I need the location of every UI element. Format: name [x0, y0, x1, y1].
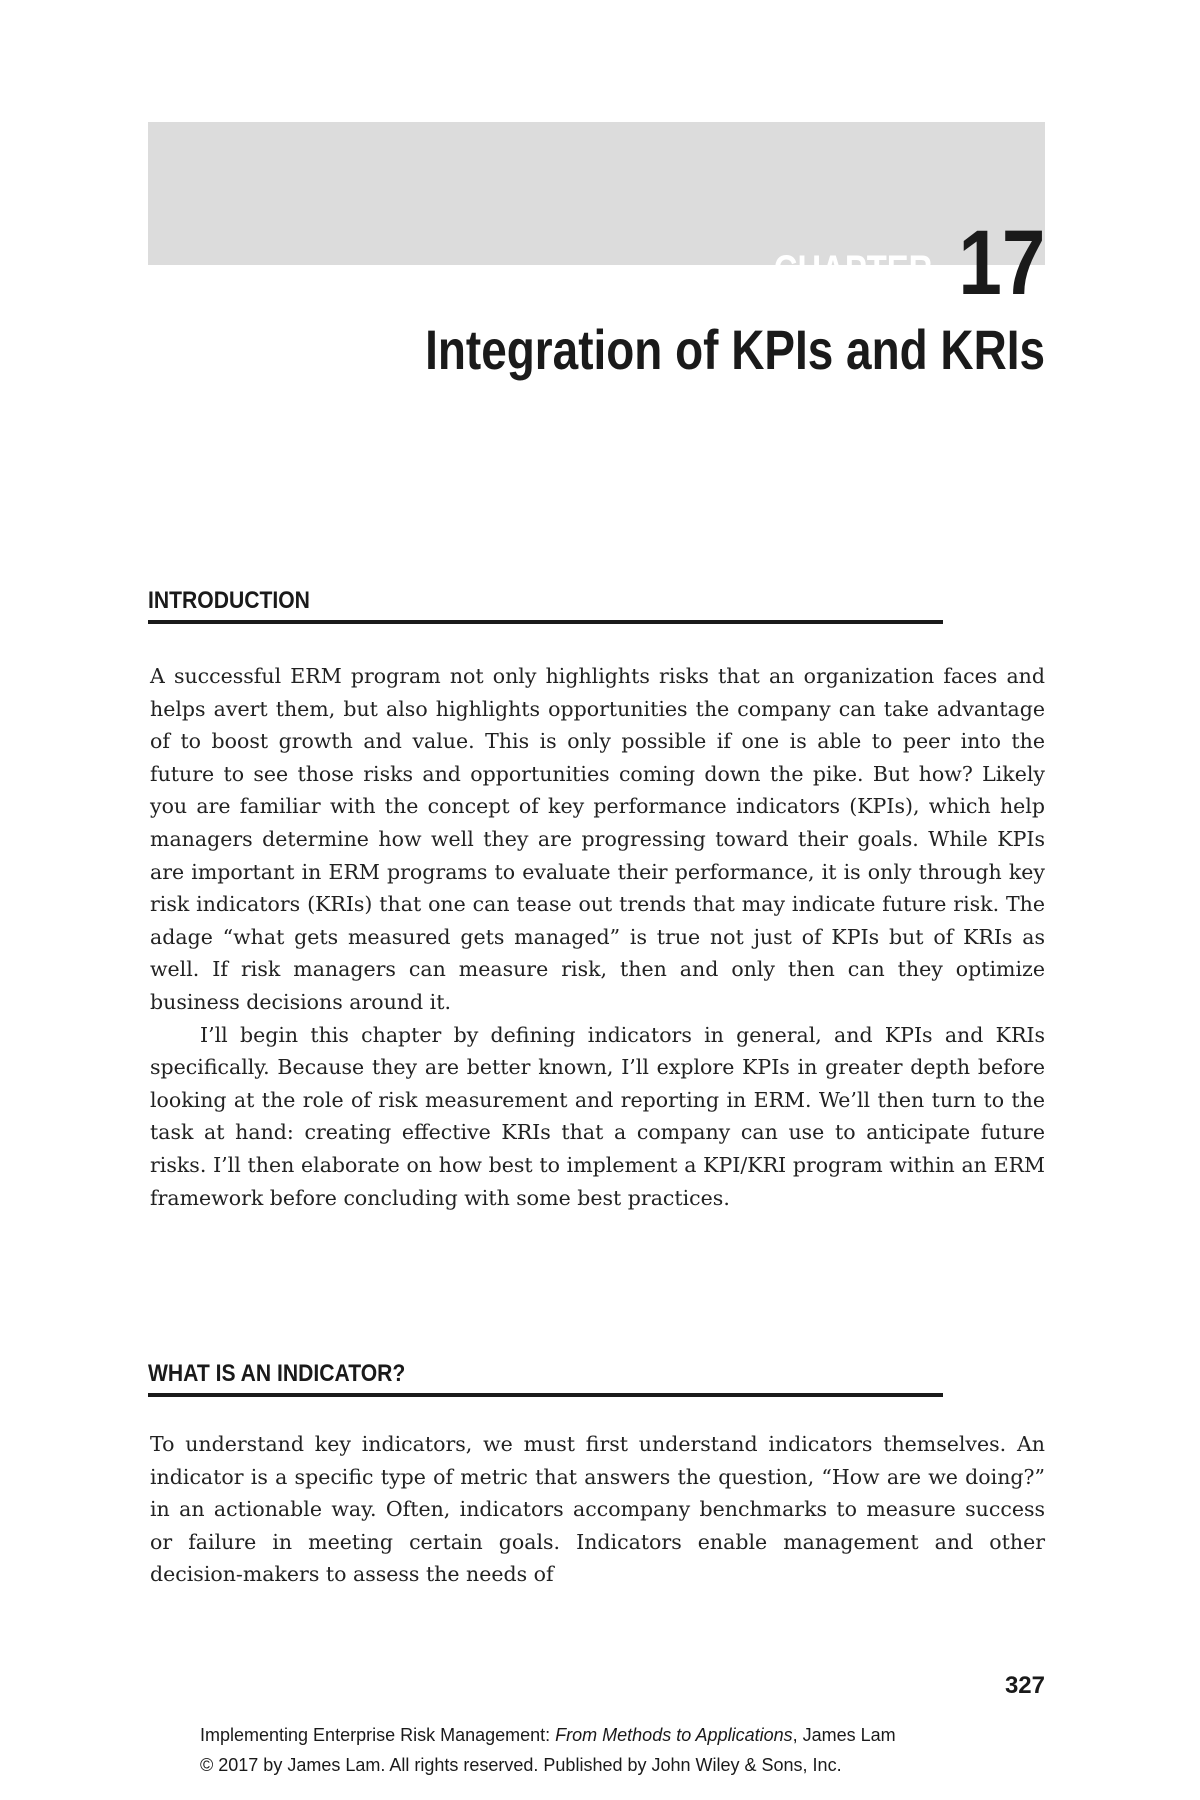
footer-book-subtitle: From Methods to Applications	[555, 1725, 793, 1745]
section-heading-text: INTRODUCTION	[148, 587, 310, 614]
footer-author: , James Lam	[792, 1725, 896, 1745]
chapter-number: 17	[958, 211, 1045, 314]
chapter-word: CHAPTER	[774, 248, 933, 292]
section-heading-introduction	[148, 588, 943, 624]
page-number: 327	[1004, 1672, 1045, 1699]
section-body-what-is-an-indicator	[150, 1428, 1045, 1591]
footer-book-title: Implementing Enterprise Risk Management:	[200, 1725, 556, 1745]
copyright-footer	[200, 1720, 1100, 1780]
section-heading-text: WHAT IS AN INDICATOR?	[148, 1360, 406, 1387]
chapter-label	[739, 211, 1045, 314]
paragraph: A successful ERM program not only highlights risks that an organization faces and helps avert them, but also highlights opportunities the company can take advantage of to boost growth and value. This is only possible if one is able to peer into the future to see those risks and opportunities coming down the pike. But how? Likely you are familiar with the concept of key performance indicators (KPIs), which help managers determine how well they are progressing toward their goals. While KPIs are important in ERM programs to evaluate their performance, it is only through key risk indicators (KRIs) that one can tease out trends that may indicate future risk. The adage “what gets measured gets managed” is true not just of KPIs but of KRIs as well. If risk managers can measure risk, then and only then can they optimize business decisions around it.	[150, 664, 1045, 1014]
footer-citation-line	[200, 1720, 1100, 1750]
chapter-title: Integration of KPIs and KRIs	[425, 318, 1045, 381]
paragraph: To understand key indicators, we must first understand indicators themselves. An indicator is a specific type of metric that answers the question, “How are we doing?” in an actionable way. Often, indicators accompany benchmarks to measure success or failure in meeting certain goals. Indicators enable management and other decision-makers to assess the needs of	[150, 1432, 1045, 1587]
section-body-introduction	[150, 660, 1045, 1214]
paragraph: I’ll begin this chapter by defining indicators in general, and KPIs and KRIs specifically. Because they are better known, I’ll explore KPIs in greater depth before looking at the role of risk measurement and reporting in ERM. We’ll then turn to the task at hand: creating effective KRIs that a company can use to anticipate future risks. I’ll then elaborate on how best to implement a KPI/KRI program within an ERM framework before concluding with some best practices.	[150, 1022, 1045, 1210]
section-heading-what-is-an-indicator	[148, 1361, 943, 1397]
footer-copyright-line: © 2017 by James Lam. All rights reserved. Published by John Wiley & Sons, Inc.	[200, 1755, 842, 1775]
